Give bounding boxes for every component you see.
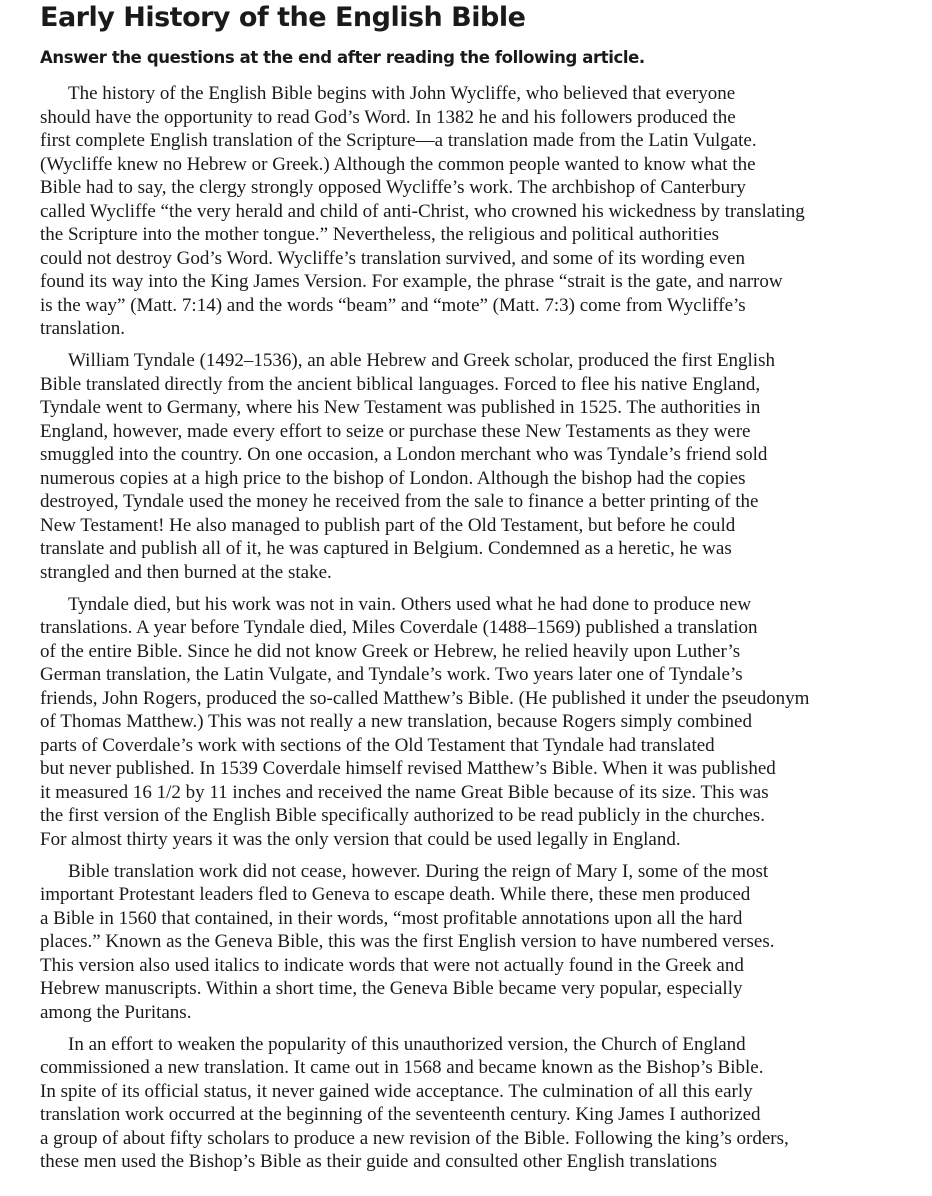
paragraph-line: translation. bbox=[40, 318, 125, 339]
article-paragraph bbox=[40, 860, 920, 1025]
paragraph-line: it measured 16 1/2 by 11 inches and received the name Great Bible because of its size. This was bbox=[40, 781, 769, 803]
paragraph-line: the first version of the English Bible specifically authorized to be read publicly in the churches. bbox=[40, 805, 765, 826]
paragraph-line: strangled and then burned at the stake. bbox=[40, 561, 332, 583]
paragraph-line: of Thomas Matthew.) This was not really a new translation, because Rogers simply combined bbox=[40, 711, 752, 732]
paragraph-line: The history of the English Bible begins with John Wycliffe, who believed that everyone bbox=[68, 83, 736, 104]
article-paragraph bbox=[40, 593, 920, 852]
paragraph-line: a Bible in 1560 that contained, in their words, “most profitable annotations upon all the hard bbox=[40, 907, 743, 929]
paragraph-line: Hebrew manuscripts. Within a short time, the Geneva Bible became very popular, especially bbox=[40, 978, 743, 999]
paragraph-line: commissioned a new translation. It came out in 1568 and became known as the Bishop’s Bible. bbox=[40, 1057, 764, 1078]
paragraph-line: smuggled into the country. On one occasion, a London merchant who was Tyndale’s friend sold bbox=[40, 444, 768, 465]
paragraph-line: called Wycliffe “the very herald and child of anti-Christ, who crowned his wickedness by translating bbox=[40, 200, 805, 222]
paragraph-line: of the entire Bible. Since he did not know Greek or Hebrew, he relied heavily upon Luther’s bbox=[40, 640, 741, 662]
paragraph-line: first complete English translation of the Scripture—a translation made from the Latin Vulgate. bbox=[40, 130, 757, 151]
paragraph-line: Tyndale died, but his work was not in vain. Others used what he had done to produce new bbox=[68, 593, 752, 615]
article-paragraph bbox=[40, 82, 920, 341]
paragraph-line: a group of about fifty scholars to produce a new revision of the Bible. Following the king’s orders, bbox=[40, 1127, 789, 1149]
paragraph-line: friends, John Rogers, produced the so-called Matthew’s Bible. (He published it under the pseudonym bbox=[40, 687, 810, 709]
paragraph-line: England, however, made every effort to seize or purchase these New Testaments as they were bbox=[40, 420, 751, 442]
paragraph-line: Bible translated directly from the ancient biblical languages. Forced to flee his native England, bbox=[40, 373, 761, 395]
paragraph-line: parts of Coverdale’s work with sections of the Old Testament that Tyndale had translated bbox=[40, 734, 715, 756]
article-body bbox=[40, 82, 920, 1182]
paragraph-line: For almost thirty years it was the only version that could be used legally in England. bbox=[40, 828, 681, 850]
paragraph-line: (Wycliffe knew no Hebrew or Greek.) Although the common people wanted to know what the bbox=[40, 153, 756, 175]
paragraph-line: This version also used italics to indicate words that were not actually found in the Greek and bbox=[40, 954, 744, 976]
paragraph-line: found its way into the King James Version. For example, the phrase “strait is the gate, and narrow bbox=[40, 271, 783, 292]
paragraph-line: Tyndale went to Germany, where his New Testament was published in 1525. The authorities in bbox=[40, 397, 761, 418]
paragraph-line: places.” Known as the Geneva Bible, this was the first English version to have numbered verses. bbox=[40, 931, 775, 952]
paragraph-line: New Testament! He also managed to publish part of the Old Testament, but before he could bbox=[40, 514, 736, 536]
paragraph-line: should have the opportunity to read God’s Word. In 1382 he and his followers produced the bbox=[40, 106, 736, 128]
article-paragraph bbox=[40, 1033, 920, 1174]
instructions: Answer the questions at the end after reading the following article. bbox=[40, 48, 645, 67]
paragraph-line: among the Puritans. bbox=[40, 1001, 192, 1023]
paragraph-line: Bible translation work did not cease, however. During the reign of Mary I, some of the most bbox=[68, 860, 769, 882]
page-title: Early History of the English Bible bbox=[40, 2, 526, 33]
paragraph-line: could not destroy God’s Word. Wycliffe’s translation survived, and some of its wording even bbox=[40, 247, 745, 269]
article-paragraph bbox=[40, 349, 920, 584]
paragraph-line: numerous copies at a high price to the bishop of London. Although the bishop had the copies bbox=[40, 467, 746, 489]
paragraph-line: William Tyndale (1492–1536), an able Hebrew and Greek scholar, produced the first English bbox=[68, 350, 775, 371]
paragraph-line: destroyed, Tyndale used the money he received from the sale to finance a better printing of the bbox=[40, 491, 759, 512]
paragraph-line: translations. A year before Tyndale died, Miles Coverdale (1488–1569) published a translation bbox=[40, 617, 758, 638]
paragraph-line: translate and publish all of it, he was captured in Belgium. Condemned as a heretic, he was bbox=[40, 538, 732, 559]
paragraph-line: important Protestant leaders fled to Geneva to escape death. While there, these men produced bbox=[40, 884, 751, 905]
paragraph-line: In spite of its official status, it never gained wide acceptance. The culmination of all this early bbox=[40, 1080, 753, 1102]
paragraph-line: but never published. In 1539 Coverdale himself revised Matthew’s Bible. When it was published bbox=[40, 758, 776, 779]
paragraph-line: the Scripture into the mother tongue.” Nevertheless, the religious and political authorities bbox=[40, 224, 720, 245]
paragraph-line: translation work occurred at the beginning of the seventeenth century. King James I authorized bbox=[40, 1104, 761, 1125]
paragraph-line: In an effort to weaken the popularity of this unauthorized version, the Church of England bbox=[68, 1033, 746, 1055]
paragraph-line: these men used the Bishop’s Bible as their guide and consulted other English translations bbox=[40, 1151, 718, 1172]
paragraph-line: Bible had to say, the clergy strongly opposed Wycliffe’s work. The archbishop of Canterbury bbox=[40, 177, 746, 198]
paragraph-line: is the way” (Matt. 7:14) and the words “beam” and “mote” (Matt. 7:3) come from Wycliffe’s bbox=[40, 294, 746, 316]
paragraph-line: German translation, the Latin Vulgate, and Tyndale’s work. Two years later one of Tyndale’s bbox=[40, 664, 743, 685]
